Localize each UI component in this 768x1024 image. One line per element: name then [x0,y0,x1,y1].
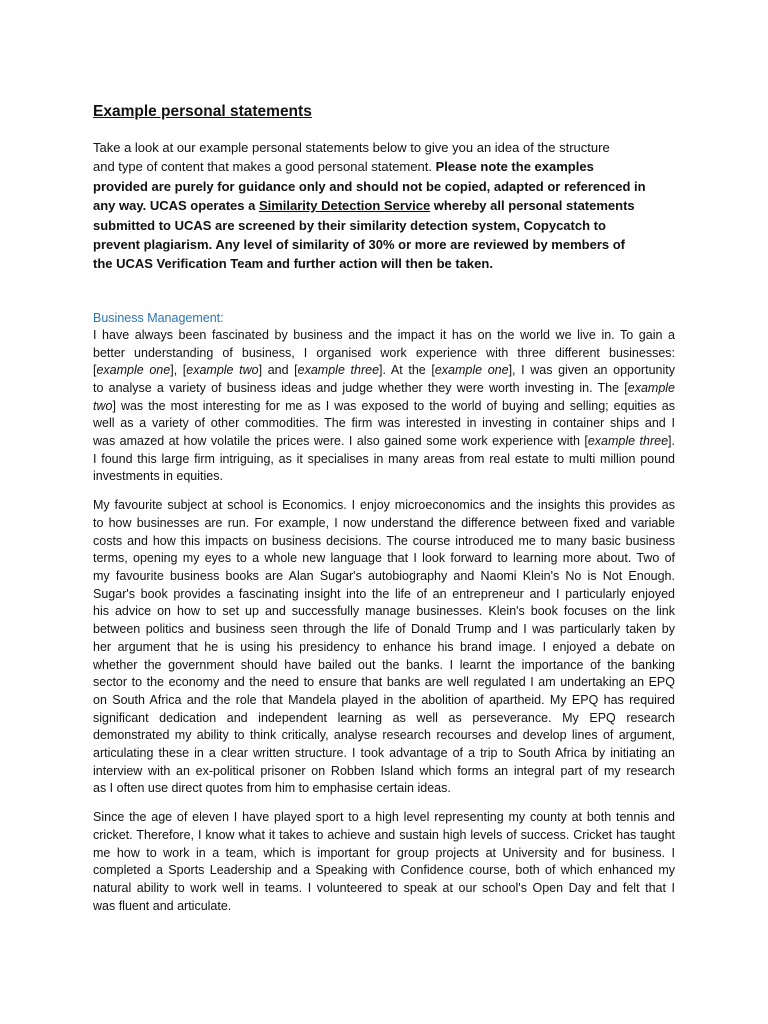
paragraph-line [93,497,675,515]
paragraph-line [93,639,675,657]
paragraph-line [93,468,675,486]
intro-line [93,177,675,196]
body-paragraph [93,809,675,915]
paragraph-line [93,362,675,380]
text-run: whether the government should have bailed out the banks. I learnt the importance of the banking [93,657,675,672]
text-run: and type of content that makes a good personal statement. [93,159,436,175]
paragraph-line [93,763,675,781]
text-run: ] and [ [258,363,298,378]
italic-placeholder: example one [434,363,509,378]
text-run: articulating these in a clear written structure. I took advantage of a trip to South Africa by initiating an [93,746,675,761]
italic-placeholder: two [93,398,113,413]
paragraph-line [93,710,675,728]
text-run: on South Africa and the role that Mandela played in the abolition of apartheid. My EPQ has required [93,692,675,707]
text-run: me how to work in a team, which is important for group projects at University and for business. I [93,845,675,860]
text-run: as I often use direct quotes from him to emphasise certain ideas. [93,781,451,796]
text-run: Please note the examples [435,159,594,175]
paragraph-line [93,657,675,675]
text-run: investments in equities. [93,469,223,484]
paragraph-line [93,415,675,433]
text-run: any way. UCAS operates a [93,198,259,214]
section-heading: Business Management: [93,310,224,325]
text-run: to analyse a variety of business ideas and judge whether they were worth investing in. The [ [93,380,628,395]
text-run: completed a Sports Leadership and a Speaking with Confidence course, both of which enhanced my [93,863,675,878]
intro-line [93,235,675,254]
paragraph-line [93,727,675,745]
paragraph-line [93,780,675,798]
document-title: Example personal statements [93,103,312,120]
paragraph-line [93,692,675,710]
text-run: ], [ [170,363,187,378]
similarity-detection-service-text: Similarity Detection Service [258,198,431,214]
paragraph-line [93,621,675,639]
text-run: Since the age of eleven I have played sport to a high level representing my county at both tennis and [93,810,675,825]
text-run: [ [93,363,97,378]
text-run: costs and how this impacts on business decisions. The course introduced me to many basic business [93,533,675,548]
paragraph-line [93,603,675,621]
intro-line [93,254,675,273]
paragraph-line [93,550,675,568]
paragraph-line [93,586,675,604]
text-run: between politics and business seen through the life of Donald Trump and I was particularly taken by [93,622,675,637]
italic-placeholder: example one [96,363,171,378]
italic-placeholder: example [627,380,675,395]
paragraph-line [93,674,675,692]
paragraph-line [93,345,675,363]
body-paragraph [93,327,675,486]
paragraph-line [93,745,675,763]
text-run: cricket. Therefore, I know what it takes to achieve and sustain high levels of success. Cricket has taught [93,827,675,842]
text-run: ]. At the [ [379,363,435,378]
paragraph-line [93,380,675,398]
text-run: natural ability to work well in teams. I volunteered to speak at our school's Open Day and felt that I [93,880,675,895]
text-run: submitted to UCAS are screened by their similarity detection system, Copycatch to [93,217,606,233]
body-paragraph [93,497,675,798]
text-run: ], I was given an opportunity [508,363,675,378]
text-run: I have always been fascinated by business and the impact it has on the world we live in. To gain a [93,327,675,342]
paragraph-line [93,809,675,827]
text-run: sector to the economy and the need to ensure that banks are well regulated I am undertaking an EPQ [93,675,675,690]
paragraph-line [93,433,675,451]
italic-placeholder: example two [186,363,259,378]
text-run: significant dedication and independent learning as well as perseverance. My EPQ research [93,710,675,725]
paragraph-line [93,398,675,416]
paragraph-line [93,845,675,863]
text-run: terms, opening my eyes to a whole new language that I look forward to learning more about. Two of [93,551,675,566]
intro-line [93,138,675,157]
text-run: was amazed at how volatile the prices were. I also gained some work experience with [ [93,434,588,449]
text-run: My favourite subject at school is Economics. I enjoy microeconomics and the insights this provides as [93,498,675,513]
text-run: provided are purely for guidance only and should not be copied, adapted or referenced in [93,178,646,194]
intro-paragraph [93,138,675,274]
paragraph-line [93,515,675,533]
text-run: Take a look at our example personal statements below to give you an idea of the structure [93,140,610,155]
paragraph-line [93,827,675,845]
text-run: his advice on how to set up and successfully manage businesses. Klein's book focuses on the link [93,604,675,619]
text-run: interview with an ex-political prisoner on Robben Island which forms an integral part of my research [93,763,675,778]
intro-line [93,196,675,215]
text-run: ] was the most interesting for me as I was exposed to the world of buying and selling; equities as [112,398,675,413]
paragraph-line [93,568,675,586]
text-run: Sugar's book provides a fascinating insight into the life of an entrepreneur and I particularly enjoyed [93,586,675,601]
italic-placeholder: example three [587,434,669,449]
intro-line [93,157,675,176]
text-run: to how businesses are run. For example, I now understand the difference between fixed and variable [93,515,675,530]
paragraph-line [93,327,675,345]
intro-line [93,216,675,235]
paragraph-line [93,451,675,469]
text-run: well as a variety of other commodities. The firm was interested in investing in container ships and I [93,416,675,431]
paragraph-line [93,880,675,898]
paragraph-line [93,533,675,551]
text-run: my favourite business books are Alan Sugar's autobiography and Naomi Klein's No is Not Enough. [93,568,675,583]
text-run: her argument that he is using his presidency to enhance his brand image. I enjoyed a debate on [93,639,675,654]
document-page [93,102,675,926]
text-run: I found this large firm intriguing, as it specialises in many areas from real estate to multi million pound [93,451,675,466]
text-run: whereby all personal statements [430,198,635,214]
paragraph-line [93,862,675,880]
text-run: prevent plagiarism. Any level of similarity of 30% or more are reviewed by members of [93,237,625,253]
text-run: better understanding of business, I organised work experience with three different businesses: [93,345,675,360]
statement-body [93,327,675,916]
text-run: ]. [668,434,675,449]
paragraph-line [93,898,675,916]
text-run: was fluent and articulate. [93,898,232,913]
text-run: demonstrated my ability to think critically, analyse research recourses and develop lines of argument, [93,728,675,743]
italic-placeholder: example three [297,363,380,378]
text-run: the UCAS Verification Team and further action will then be taken. [93,256,493,272]
